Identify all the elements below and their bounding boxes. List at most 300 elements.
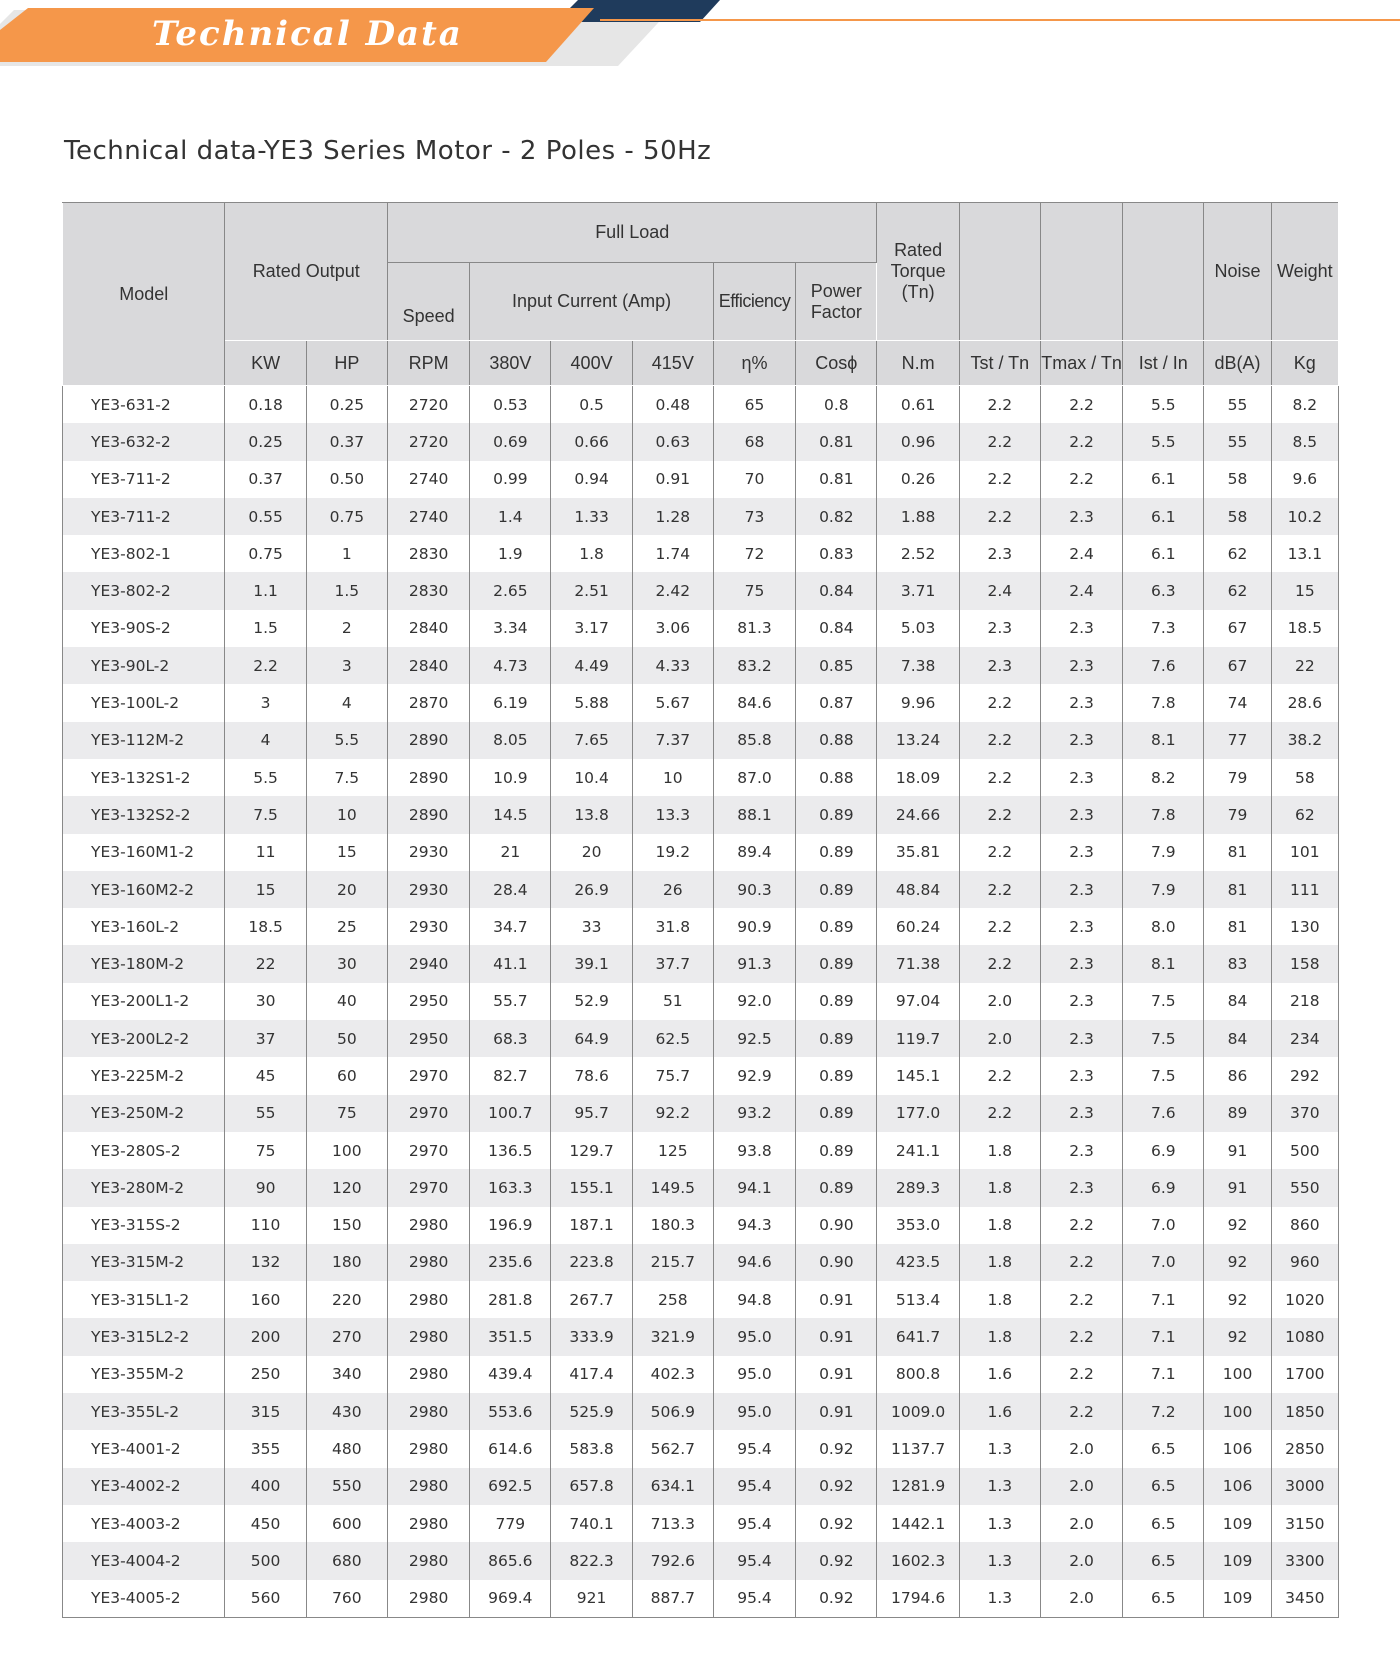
table-cell: 91 [1204,1132,1271,1169]
table-cell: 81.3 [713,610,795,647]
table-cell: 100 [306,1132,387,1169]
table-cell: 218 [1271,983,1338,1020]
table-cell: 92 [1204,1318,1271,1355]
model-cell: YE3-200L1-2 [63,983,225,1020]
table-cell: 2 [306,610,387,647]
table-cell: 2970 [387,1169,469,1206]
table-cell: 600 [306,1505,387,1542]
table-cell: 39.1 [551,945,632,982]
table-cell: 93.2 [713,1095,795,1132]
table-cell: 2980 [387,1356,469,1393]
table-cell: 4.73 [470,647,551,684]
table-cell: 2.2 [959,796,1040,833]
table-cell: 81 [1204,834,1271,871]
table-row [63,834,1339,871]
table-cell: 7.5 [1123,983,1204,1020]
table-cell: 417.4 [551,1356,632,1393]
table-cell: 2.2 [1040,1356,1122,1393]
model-cell: YE3-280M-2 [63,1169,225,1206]
table-cell: 92.5 [713,1020,795,1057]
table-cell: 2.3 [959,647,1040,684]
model-cell: YE3-160M1-2 [63,834,225,871]
table-cell: 506.9 [632,1393,713,1430]
model-cell: YE3-315L2-2 [63,1318,225,1355]
table-cell: 2980 [387,1505,469,1542]
table-cell: 2870 [387,684,469,721]
table-cell: 0.90 [796,1244,877,1281]
table-cell: 292 [1271,1057,1338,1094]
table-cell: 200 [225,1318,306,1355]
page-title: Technical data-YE3 Series Motor - 2 Poles - 50Hz [64,136,712,166]
banner-title: Technical Data [152,14,463,54]
table-row [63,1356,1339,1393]
table-cell: 7.5 [1123,1020,1204,1057]
table-cell: 2980 [387,1318,469,1355]
table-cell: 130 [1271,908,1338,945]
table-cell: 2890 [387,722,469,759]
table-cell: 7.1 [1123,1281,1204,1318]
model-cell: YE3-315L1-2 [63,1281,225,1318]
table-cell: 1.8 [959,1244,1040,1281]
table-cell: 6.5 [1123,1430,1204,1467]
table-cell: 289.3 [877,1169,959,1206]
table-cell: 8.0 [1123,908,1204,945]
model-cell: YE3-280S-2 [63,1132,225,1169]
table-cell: 2950 [387,1020,469,1057]
table-cell: 7.0 [1123,1244,1204,1281]
table-cell: 2.2 [959,684,1040,721]
table-cell: 525.9 [551,1393,632,1430]
table-cell: 0.89 [796,1057,877,1094]
table-cell: 7.65 [551,722,632,759]
units-row [63,341,1339,386]
table-cell: 2.3 [959,535,1040,572]
table-row [63,1095,1339,1132]
table-row [63,1580,1339,1618]
table-cell: 84.6 [713,684,795,721]
table-cell: 75 [225,1132,306,1169]
header-unit: N.m [877,341,959,386]
header-rated-output: Rated Output [225,203,387,341]
table-cell: 2.2 [225,647,306,684]
table-cell: 1.8 [959,1281,1040,1318]
table-cell: 2.2 [959,386,1040,424]
table-cell: 2.3 [1040,1020,1122,1057]
table-cell: 2.2 [1040,386,1122,424]
table-cell: 1.88 [877,498,959,535]
table-row [63,796,1339,833]
table-cell: 77 [1204,722,1271,759]
table-cell: 241.1 [877,1132,959,1169]
table-cell: 75.7 [632,1057,713,1094]
table-cell: 8.5 [1271,423,1338,460]
table-cell: 0.99 [470,461,551,498]
table-cell: 792.6 [632,1542,713,1579]
table-cell: 13.1 [1271,535,1338,572]
table-cell: 163.3 [470,1169,551,1206]
table-cell: 0.8 [796,386,877,424]
table-cell: 84 [1204,1020,1271,1057]
model-cell: YE3-802-1 [63,535,225,572]
table-cell: 6.1 [1123,498,1204,535]
table-cell: 583.8 [551,1430,632,1467]
model-cell: YE3-200L2-2 [63,1020,225,1057]
table-cell: 94.3 [713,1207,795,1244]
table-cell: 2.3 [1040,647,1122,684]
table-cell: 111 [1271,871,1338,908]
table-cell: 2950 [387,983,469,1020]
table-cell: 315 [225,1393,306,1430]
table-cell: 800.8 [877,1356,959,1393]
table-cell: 92.9 [713,1057,795,1094]
header-full-load: Full Load [387,203,877,263]
table-cell: 67 [1204,647,1271,684]
table-cell: 6.9 [1123,1132,1204,1169]
table-cell: 370 [1271,1095,1338,1132]
table-cell: 2930 [387,871,469,908]
table-row [63,759,1339,796]
table-cell: 22 [1271,647,1338,684]
table-cell: 2890 [387,759,469,796]
table-cell: 3450 [1271,1580,1338,1618]
model-cell: YE3-315S-2 [63,1207,225,1244]
table-cell: 7.5 [225,796,306,833]
table-cell: 2.0 [1040,1542,1122,1579]
table-cell: 1.8 [551,535,632,572]
table-cell: 109 [1204,1505,1271,1542]
table-cell: 921 [551,1580,632,1618]
table-cell: 0.75 [225,535,306,572]
table-cell: 2.3 [1040,834,1122,871]
header-blank-tmax [1040,203,1122,341]
table-cell: 2930 [387,834,469,871]
table-cell: 2.2 [1040,1244,1122,1281]
table-row [63,1207,1339,1244]
table-cell: 86 [1204,1057,1271,1094]
table-cell: 106 [1204,1430,1271,1467]
table-cell: 7.8 [1123,684,1204,721]
table-cell: 0.84 [796,610,877,647]
table-cell: 110 [225,1207,306,1244]
table-cell: 1 [306,535,387,572]
table-cell: 2.2 [959,423,1040,460]
table-cell: 0.75 [306,498,387,535]
table-cell: 6.5 [1123,1505,1204,1542]
table-cell: 95.4 [713,1468,795,1505]
table-cell: 0.91 [632,461,713,498]
table-cell: 64.9 [551,1020,632,1057]
table-cell: 30 [306,945,387,982]
table-cell: 31.8 [632,908,713,945]
header-unit: HP [306,341,387,386]
table-cell: 79 [1204,759,1271,796]
section-banner [0,0,1400,72]
table-cell: 65 [713,386,795,424]
table-cell: 562.7 [632,1430,713,1467]
model-cell: YE3-4003-2 [63,1505,225,1542]
table-cell: 62 [1204,572,1271,609]
table-cell: 15 [225,871,306,908]
table-cell: 2720 [387,423,469,460]
table-cell: 0.89 [796,1020,877,1057]
table-cell: 70 [713,461,795,498]
table-cell: 351.5 [470,1318,551,1355]
table-cell: 6.19 [470,684,551,721]
table-cell: 83.2 [713,647,795,684]
table-cell: 2.3 [1040,684,1122,721]
table-cell: 3300 [1271,1542,1338,1579]
table-cell: 7.2 [1123,1393,1204,1430]
table-cell: 1.8 [959,1318,1040,1355]
table-cell: 2.2 [1040,461,1122,498]
table-row [63,535,1339,572]
table-cell: 13.24 [877,722,959,759]
table-cell: 90 [225,1169,306,1206]
header-unit: dB(A) [1204,341,1271,386]
table-cell: 95.4 [713,1542,795,1579]
table-cell: 90.3 [713,871,795,908]
table-cell: 10.2 [1271,498,1338,535]
table-cell: 2.4 [959,572,1040,609]
table-cell: 58 [1204,498,1271,535]
table-cell: 92 [1204,1281,1271,1318]
table-cell: 235.6 [470,1244,551,1281]
table-cell: 48.84 [877,871,959,908]
table-cell: 3 [225,684,306,721]
table-cell: 2940 [387,945,469,982]
table-cell: 95.0 [713,1318,795,1355]
table-cell: 6.5 [1123,1542,1204,1579]
table-cell: 1137.7 [877,1430,959,1467]
table-cell: 8.1 [1123,945,1204,982]
table-cell: 0.91 [796,1318,877,1355]
table-cell: 2980 [387,1281,469,1318]
table-cell: 40 [306,983,387,1020]
table-cell: 423.5 [877,1244,959,1281]
table-cell: 2.2 [959,722,1040,759]
table-cell: 0.25 [306,386,387,424]
model-cell: YE3-132S2-2 [63,796,225,833]
model-cell: YE3-4002-2 [63,1468,225,1505]
table-cell: 0.89 [796,908,877,945]
table-cell: 1281.9 [877,1468,959,1505]
header-noise: Noise [1204,203,1271,341]
model-cell: YE3-180M-2 [63,945,225,982]
table-cell: 67 [1204,610,1271,647]
table-cell: 55 [1204,386,1271,424]
table-cell: 0.89 [796,834,877,871]
table-cell: 2720 [387,386,469,424]
table-cell: 450 [225,1505,306,1542]
table-cell: 35.81 [877,834,959,871]
table-cell: 22 [225,945,306,982]
table-cell: 0.37 [225,461,306,498]
table-cell: 960 [1271,1244,1338,1281]
table-cell: 62 [1271,796,1338,833]
table-cell: 20 [551,834,632,871]
table-cell: 74 [1204,684,1271,721]
table-cell: 62 [1204,535,1271,572]
table-cell: 0.91 [796,1281,877,1318]
table-cell: 1009.0 [877,1393,959,1430]
table-cell: 136.5 [470,1132,551,1169]
table-cell: 79 [1204,796,1271,833]
table-cell: 92 [1204,1207,1271,1244]
table-cell: 75 [306,1095,387,1132]
table-cell: 969.4 [470,1580,551,1618]
table-cell: 10.9 [470,759,551,796]
table-cell: 37 [225,1020,306,1057]
header-unit: 400V [551,341,632,386]
table-cell: 2.0 [959,1020,1040,1057]
header-unit: Tst / Tn [959,341,1040,386]
header-unit: Tmax / Tn [1040,341,1122,386]
table-cell: 860 [1271,1207,1338,1244]
table-cell: 15 [306,834,387,871]
model-cell: YE3-225M-2 [63,1057,225,1094]
table-row [63,983,1339,1020]
table-row [63,386,1339,424]
table-cell: 72 [713,535,795,572]
table-cell: 641.7 [877,1318,959,1355]
table-cell: 5.5 [1123,386,1204,424]
table-cell: 81 [1204,908,1271,945]
table-cell: 0.61 [877,386,959,424]
table-cell: 500 [1271,1132,1338,1169]
table-cell: 2830 [387,572,469,609]
table-cell: 500 [225,1542,306,1579]
table-cell: 2.2 [959,1095,1040,1132]
table-cell: 2890 [387,796,469,833]
table-cell: 41.1 [470,945,551,982]
table-cell: 1.8 [959,1207,1040,1244]
table-cell: 2.51 [551,572,632,609]
table-cell: 550 [1271,1169,1338,1206]
table-cell: 0.81 [796,423,877,460]
table-row [63,498,1339,535]
table-cell: 5.03 [877,610,959,647]
table-cell: 0.66 [551,423,632,460]
table-row [63,1057,1339,1094]
table-cell: 513.4 [877,1281,959,1318]
model-cell: YE3-132S1-2 [63,759,225,796]
model-cell: YE3-4004-2 [63,1542,225,1579]
table-cell: 58 [1204,461,1271,498]
table-cell: 91.3 [713,945,795,982]
table-cell: 7.6 [1123,647,1204,684]
table-cell: 78.6 [551,1057,632,1094]
table-cell: 5.5 [225,759,306,796]
table-cell: 33 [551,908,632,945]
table-cell: 0.92 [796,1580,877,1618]
table-cell: 2.2 [959,871,1040,908]
table-cell: 6.1 [1123,461,1204,498]
table-cell: 132 [225,1244,306,1281]
table-cell: 68.3 [470,1020,551,1057]
table-cell: 0.50 [306,461,387,498]
table-cell: 187.1 [551,1207,632,1244]
table-cell: 52.9 [551,983,632,1020]
table-cell: 0.91 [796,1356,877,1393]
table-cell: 7.5 [306,759,387,796]
table-cell: 0.87 [796,684,877,721]
table-cell: 8.2 [1271,386,1338,424]
table-cell: 92 [1204,1244,1271,1281]
model-cell: YE3-315M-2 [63,1244,225,1281]
table-row [63,1169,1339,1206]
table-cell: 13.3 [632,796,713,833]
table-cell: 97.04 [877,983,959,1020]
table-cell: 2.2 [1040,1281,1122,1318]
table-cell: 0.90 [796,1207,877,1244]
table-cell: 340 [306,1356,387,1393]
table-cell: 101 [1271,834,1338,871]
table-cell: 2.3 [1040,498,1122,535]
table-cell: 2.2 [959,759,1040,796]
table-cell: 58 [1271,759,1338,796]
table-row [63,908,1339,945]
table-cell: 92.2 [632,1095,713,1132]
header-unit: η% [713,341,795,386]
table-cell: 2.0 [1040,1468,1122,1505]
model-cell: YE3-112M-2 [63,722,225,759]
table-cell: 7.8 [1123,796,1204,833]
table-cell: 560 [225,1580,306,1618]
table-cell: 0.25 [225,423,306,460]
model-cell: YE3-355L-2 [63,1393,225,1430]
header-unit: 415V [632,341,713,386]
table-cell: 2.3 [1040,610,1122,647]
table-cell: 2980 [387,1393,469,1430]
table-cell: 4 [225,722,306,759]
table-cell: 109 [1204,1542,1271,1579]
table-cell: 779 [470,1505,551,1542]
header-power-factor [796,263,877,341]
table-cell: 2.3 [1040,1169,1122,1206]
table-cell: 215.7 [632,1244,713,1281]
header-model: Model [63,203,225,386]
model-cell: YE3-802-2 [63,572,225,609]
table-row [63,1542,1339,1579]
table-cell: 614.6 [470,1430,551,1467]
table-cell: 1.6 [959,1393,1040,1430]
table-cell: 50 [306,1020,387,1057]
table-cell: 2.4 [1040,535,1122,572]
table-cell: 0.88 [796,722,877,759]
table-cell: 160 [225,1281,306,1318]
table-cell: 149.5 [632,1169,713,1206]
table-cell: 0.81 [796,461,877,498]
table-cell: 25 [306,908,387,945]
table-cell: 60.24 [877,908,959,945]
table-cell: 85.8 [713,722,795,759]
header-rated-torque-line3: (Tn) [901,282,935,302]
table-cell: 2840 [387,610,469,647]
table-row [63,1430,1339,1467]
table-row [63,1318,1339,1355]
model-cell: YE3-160L-2 [63,908,225,945]
table-cell: 692.5 [470,1468,551,1505]
table-cell: 37.7 [632,945,713,982]
table-cell: 55.7 [470,983,551,1020]
table-cell: 95.0 [713,1393,795,1430]
table-cell: 9.96 [877,684,959,721]
table-cell: 94.8 [713,1281,795,1318]
table-cell: 18.09 [877,759,959,796]
table-cell: 145.1 [877,1057,959,1094]
table-cell: 14.5 [470,796,551,833]
table-cell: 2.0 [1040,1430,1122,1467]
